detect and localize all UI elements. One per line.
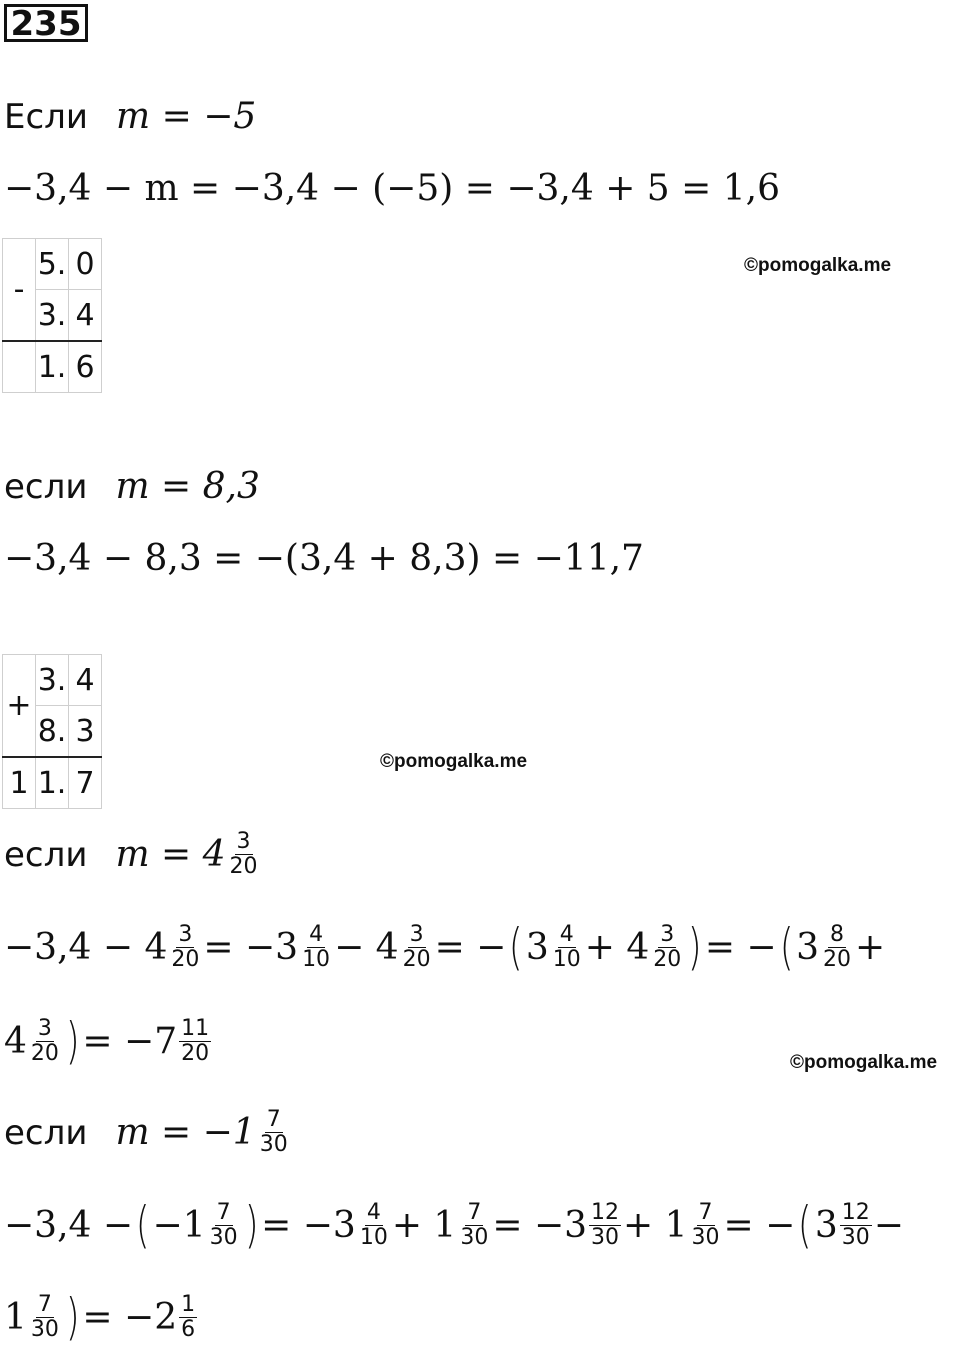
watermark: ©pomogalka.me <box>744 255 892 276</box>
fraction: $\frac{1}{6}$ <box>181 1291 196 1342</box>
expr-part: = −7 <box>82 1020 178 1062</box>
calc-result-cell: 1. <box>36 341 69 393</box>
expr-part: + <box>855 926 886 968</box>
expr-part: + 4 <box>584 926 650 968</box>
case1-cond-word: Если <box>4 96 89 137</box>
case2-column-calc <box>2 654 102 809</box>
calc-cell: 3. <box>36 655 69 706</box>
fraction: $\frac{12}{30}$ <box>591 1199 620 1250</box>
fraction: $\frac{11}{20}$ <box>181 1015 210 1066</box>
calc-cell: 3 <box>69 706 102 758</box>
expr-part: = −3 <box>261 1204 356 1246</box>
expr-part: = −2 <box>82 1296 178 1338</box>
fraction: $\frac{4}{10}$ <box>359 1199 388 1250</box>
calc-result-cell: 6 <box>69 341 102 393</box>
expr-part: = − <box>723 1204 796 1246</box>
expr-part: = −3 <box>203 926 299 968</box>
left-paren: ( <box>509 918 523 976</box>
calc-result-cell: 1. <box>36 757 69 809</box>
expr-part: + 1 <box>623 1204 688 1246</box>
case3-equation-line2 <box>4 1012 213 1070</box>
expr-part: = − <box>704 926 777 968</box>
calc-cell: 3. <box>36 290 69 342</box>
case3-cond-word: если <box>4 834 88 875</box>
fraction: $\frac{3}{20}$ <box>229 829 258 879</box>
expr-part: + 1 <box>391 1204 457 1246</box>
calc-cell: 4 <box>69 655 102 706</box>
calc-carry: 1 <box>3 757 36 809</box>
case4-equation-line2 <box>4 1288 199 1346</box>
calc-carry <box>3 341 36 393</box>
right-paren: ) <box>688 918 702 976</box>
fraction: $\frac{8}{20}$ <box>823 921 852 972</box>
expr-part: − <box>873 1204 904 1246</box>
fraction: $\frac{12}{30}$ <box>841 1199 870 1250</box>
case1-operator: - <box>3 239 36 342</box>
expr-part: −3,4 − 4 <box>4 926 168 968</box>
fraction: $\frac{3}{20}$ <box>653 921 682 972</box>
expr-part: − 4 <box>334 926 399 968</box>
fraction: $\frac{7}{30}$ <box>30 1291 59 1342</box>
calc-cell: 0 <box>69 239 102 290</box>
case2-operator: + <box>3 655 36 758</box>
calc-cell: 4 <box>69 290 102 342</box>
expr-part: = − <box>434 926 507 968</box>
case2-cond-word: если <box>4 466 88 507</box>
case3-cond-prefix: m = 4 <box>115 834 226 875</box>
fraction: $\frac{3}{20}$ <box>402 921 431 972</box>
left-paren: ( <box>135 1196 150 1254</box>
case4-cond-word: если <box>4 1112 88 1153</box>
case2-equation: −3,4 − 8,3 = −(3,4 + 8,3) = −11,7 <box>4 538 644 579</box>
left-paren: ( <box>798 1196 812 1254</box>
case4-equation-line1 <box>4 1196 904 1254</box>
case3-condition <box>4 830 262 879</box>
case4-condition <box>4 1108 292 1157</box>
calc-cell: 8. <box>36 706 69 758</box>
expr-part: −3,4 − <box>4 1204 134 1246</box>
fraction: $\frac{7}{30}$ <box>259 1107 288 1157</box>
case1-equation: −3,4 − m = −3,4 − (−5) = −3,4 + 5 = 1,6 <box>4 168 781 209</box>
task-number: 235 <box>4 4 88 42</box>
expr-part: 4 <box>4 1020 27 1062</box>
expr-part: 3 <box>814 1204 838 1246</box>
case1-column-calc <box>2 238 102 393</box>
case2-cond-expr: m = 8,3 <box>115 466 260 507</box>
calc-result-cell: 7 <box>69 757 102 809</box>
fraction: $\frac{7}{30}$ <box>460 1199 489 1250</box>
right-paren: ) <box>244 1196 259 1254</box>
case4-cond-prefix: m = −1 <box>115 1112 256 1153</box>
case3-equation-line1 <box>4 918 886 976</box>
fraction: $\frac{4}{10}$ <box>302 921 331 972</box>
watermark: ©pomogalka.me <box>380 751 528 772</box>
watermark: ©pomogalka.me <box>790 1052 938 1073</box>
case1-cond-expr: m = −5 <box>116 96 257 137</box>
fraction: $\frac{3}{20}$ <box>30 1015 59 1066</box>
left-paren: ( <box>779 918 794 976</box>
right-paren: ) <box>65 1012 80 1070</box>
calc-cell: 5. <box>36 239 69 290</box>
fraction: $\frac{3}{20}$ <box>171 921 200 972</box>
fraction: $\frac{4}{10}$ <box>552 921 581 972</box>
fraction: $\frac{7}{30}$ <box>209 1199 238 1250</box>
expr-part: −1 <box>152 1204 206 1246</box>
expr-part: 3 <box>525 926 549 968</box>
expr-part: 1 <box>4 1296 27 1338</box>
fraction: $\frac{7}{30}$ <box>691 1199 720 1250</box>
expr-part: 3 <box>796 926 820 968</box>
case1-condition <box>4 96 256 137</box>
right-paren: ) <box>65 1288 80 1346</box>
case2-condition <box>4 466 260 507</box>
expr-part: = −3 <box>492 1204 588 1246</box>
